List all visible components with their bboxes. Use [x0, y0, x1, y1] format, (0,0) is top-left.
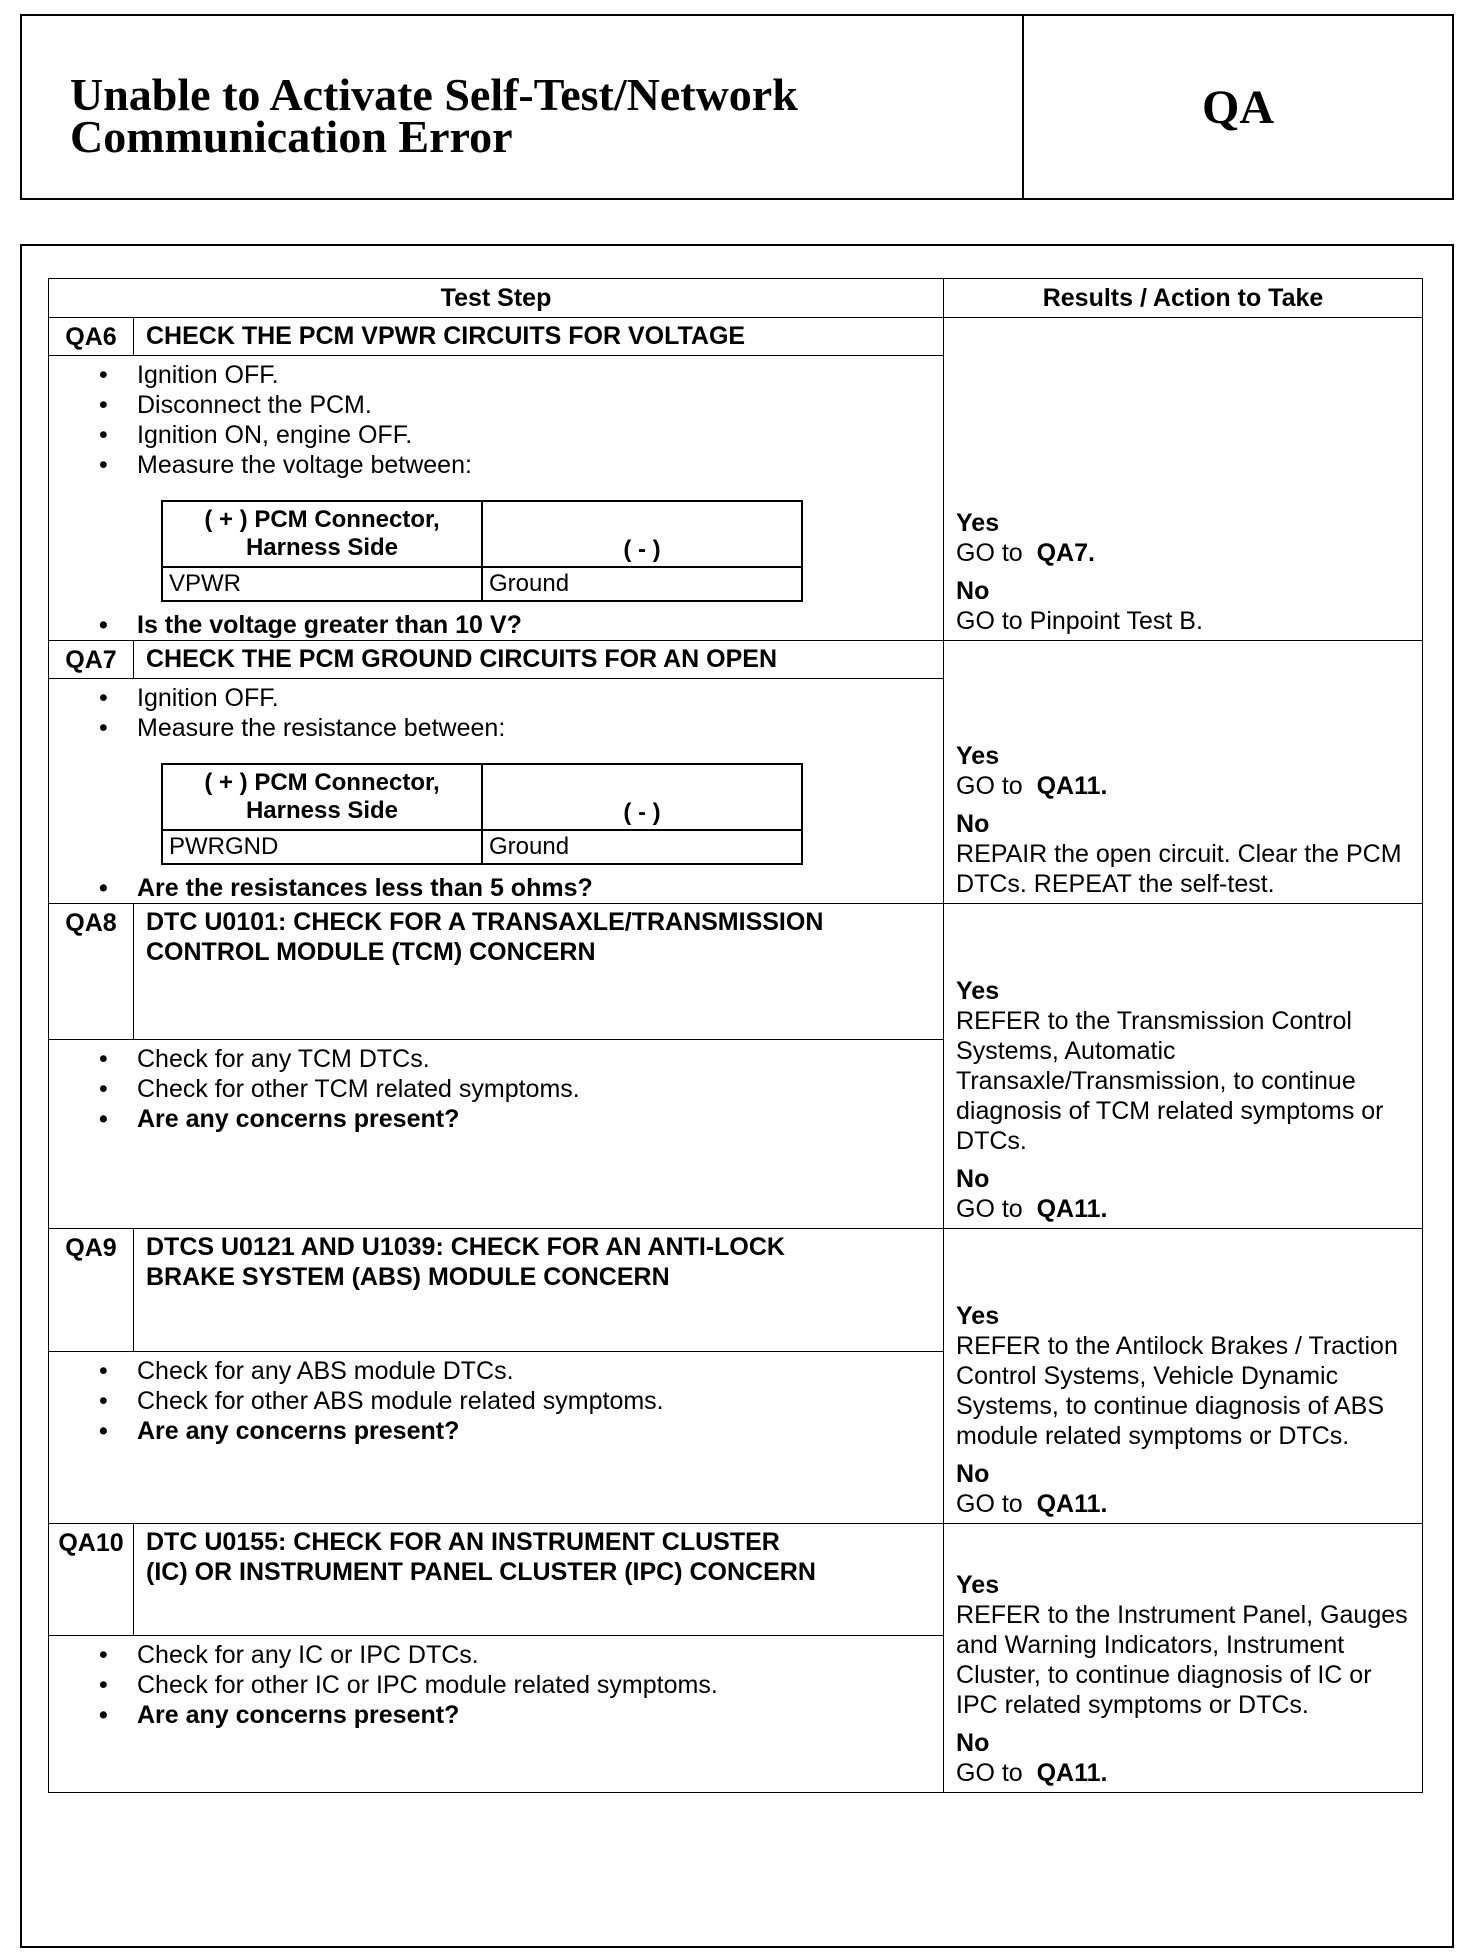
- step-title: DTC U0101: CHECK FOR A TRANSAXLE/TRANSMISSION CONTROL MODULE (TCM) CONCERN: [134, 904, 944, 1040]
- result-no-label: No: [956, 1729, 990, 1757]
- step-question: • Are any concerns present?: [49, 1416, 943, 1446]
- list-item: • Measure the resistance between:: [49, 713, 943, 743]
- step-title: CHECK THE PCM GROUND CIRCUITS FOR AN OPEN: [134, 641, 944, 679]
- connector-cell: Ground: [482, 830, 802, 864]
- result-yes-label: Yes: [956, 509, 1000, 537]
- col-header-test-step: Test Step: [49, 279, 944, 318]
- step-result: [944, 1229, 1423, 1524]
- test-step-table: [48, 278, 1423, 1793]
- connector-header-positive: ( + ) PCM Connector, Harness Side: [162, 501, 482, 567]
- step-title: DTC U0155: CHECK FOR AN INSTRUMENT CLUSTER (IC) OR INSTRUMENT PANEL CLUSTER (IPC) CONCERN: [134, 1524, 944, 1636]
- step-id: QA7: [49, 641, 134, 679]
- step-question: • Are any concerns present?: [49, 1104, 943, 1134]
- list-item: • Ignition OFF.: [49, 683, 943, 713]
- title-line-1: Unable to Activate Self-Test/Network: [70, 69, 798, 120]
- result-no-text: GO to QA11.: [956, 1490, 1108, 1518]
- result-yes-text: REFER to the Transmission Control Systems, Automatic Transaxle/Transmission, to continue diagnosis of TCM related symptoms or DTCs.: [956, 1007, 1384, 1155]
- result-yes-text: REFER to the Antilock Brakes / Traction Control Systems, Vehicle Dynamic Systems, to continue diagnosis of ABS module related symptoms or DTCs.: [956, 1332, 1398, 1450]
- step-body: [49, 679, 944, 904]
- result-yes-label: Yes: [956, 1571, 1000, 1599]
- result-no-label: No: [956, 1460, 990, 1488]
- page-title: [70, 69, 798, 162]
- result-no-text: GO to Pinpoint Test B.: [956, 607, 1203, 635]
- result-yes-label: Yes: [956, 1302, 1000, 1330]
- section-code: QA: [1202, 80, 1274, 134]
- step-question: • Is the voltage greater than 10 V?: [49, 610, 943, 640]
- step-title-row: [49, 641, 1423, 679]
- result-yes-label: Yes: [956, 977, 1000, 1005]
- result-yes-label: Yes: [956, 742, 1000, 770]
- step-id: QA9: [49, 1229, 134, 1352]
- list-item: • Check for other ABS module related symptoms.: [49, 1386, 943, 1416]
- list-item: • Measure the voltage between:: [49, 450, 943, 480]
- step-title: CHECK THE PCM VPWR CIRCUITS FOR VOLTAGE: [134, 318, 944, 356]
- step-id: QA8: [49, 904, 134, 1040]
- step-title-row: [49, 318, 1423, 356]
- step-title: DTCS U0121 AND U1039: CHECK FOR AN ANTI-LOCK BRAKE SYSTEM (ABS) MODULE CONCERN: [134, 1229, 944, 1352]
- list-item: • Check for any ABS module DTCs.: [49, 1356, 943, 1386]
- step-question: • Are the resistances less than 5 ohms?: [49, 873, 943, 903]
- header-title-cell: [22, 16, 1024, 198]
- connector-table: [161, 763, 803, 865]
- table-header-row: [49, 279, 1423, 318]
- list-item: • Ignition OFF.: [49, 360, 943, 390]
- result-no-label: No: [956, 1165, 990, 1193]
- step-question: • Are any concerns present?: [49, 1700, 943, 1730]
- result-no-text: REPAIR the open circuit. Clear the PCM DTCs. REPEAT the self-test.: [956, 840, 1402, 898]
- step-id: QA10: [49, 1524, 134, 1636]
- result-yes-text: GO to QA7.: [956, 539, 1095, 567]
- connector-cell: Ground: [482, 567, 802, 601]
- list-item: • Check for any IC or IPC DTCs.: [49, 1640, 943, 1670]
- step-title-row: [49, 1229, 1423, 1352]
- list-item: • Check for other IC or IPC module related symptoms.: [49, 1670, 943, 1700]
- list-item: • Check for any TCM DTCs.: [49, 1044, 943, 1074]
- step-body: [49, 356, 944, 641]
- step-body: [49, 1352, 944, 1524]
- connector-cell: PWRGND: [162, 830, 482, 864]
- result-yes-text: REFER to the Instrument Panel, Gauges and Warning Indicators, Instrument Cluster, to continue diagnosis of IC or IPC related symptoms or DTCs.: [956, 1601, 1408, 1719]
- step-result: [944, 1524, 1423, 1793]
- result-no-label: No: [956, 577, 990, 605]
- page-header: [20, 14, 1454, 200]
- step-title-row: [49, 904, 1423, 1040]
- connector-table: [161, 500, 803, 602]
- col-header-results: Results / Action to Take: [944, 279, 1423, 318]
- result-no-label: No: [956, 810, 990, 838]
- list-item: • Ignition ON, engine OFF.: [49, 420, 943, 450]
- step-title-row: [49, 1524, 1423, 1636]
- connector-cell: VPWR: [162, 567, 482, 601]
- result-yes-text: GO to QA11.: [956, 772, 1108, 800]
- list-item: • Check for other TCM related symptoms.: [49, 1074, 943, 1104]
- result-no-text: GO to QA11.: [956, 1195, 1108, 1223]
- step-result: [944, 904, 1423, 1229]
- step-result: [944, 318, 1423, 641]
- step-result: [944, 641, 1423, 904]
- connector-header-negative: ( - ): [482, 501, 802, 567]
- list-item: • Disconnect the PCM.: [49, 390, 943, 420]
- connector-header-positive: ( + ) PCM Connector, Harness Side: [162, 764, 482, 830]
- connector-header-negative: ( - ): [482, 764, 802, 830]
- result-no-text: GO to QA11.: [956, 1759, 1108, 1787]
- step-id: QA6: [49, 318, 134, 356]
- step-body: [49, 1636, 944, 1793]
- step-body: [49, 1039, 944, 1228]
- title-line-2: Communication Error: [70, 111, 513, 162]
